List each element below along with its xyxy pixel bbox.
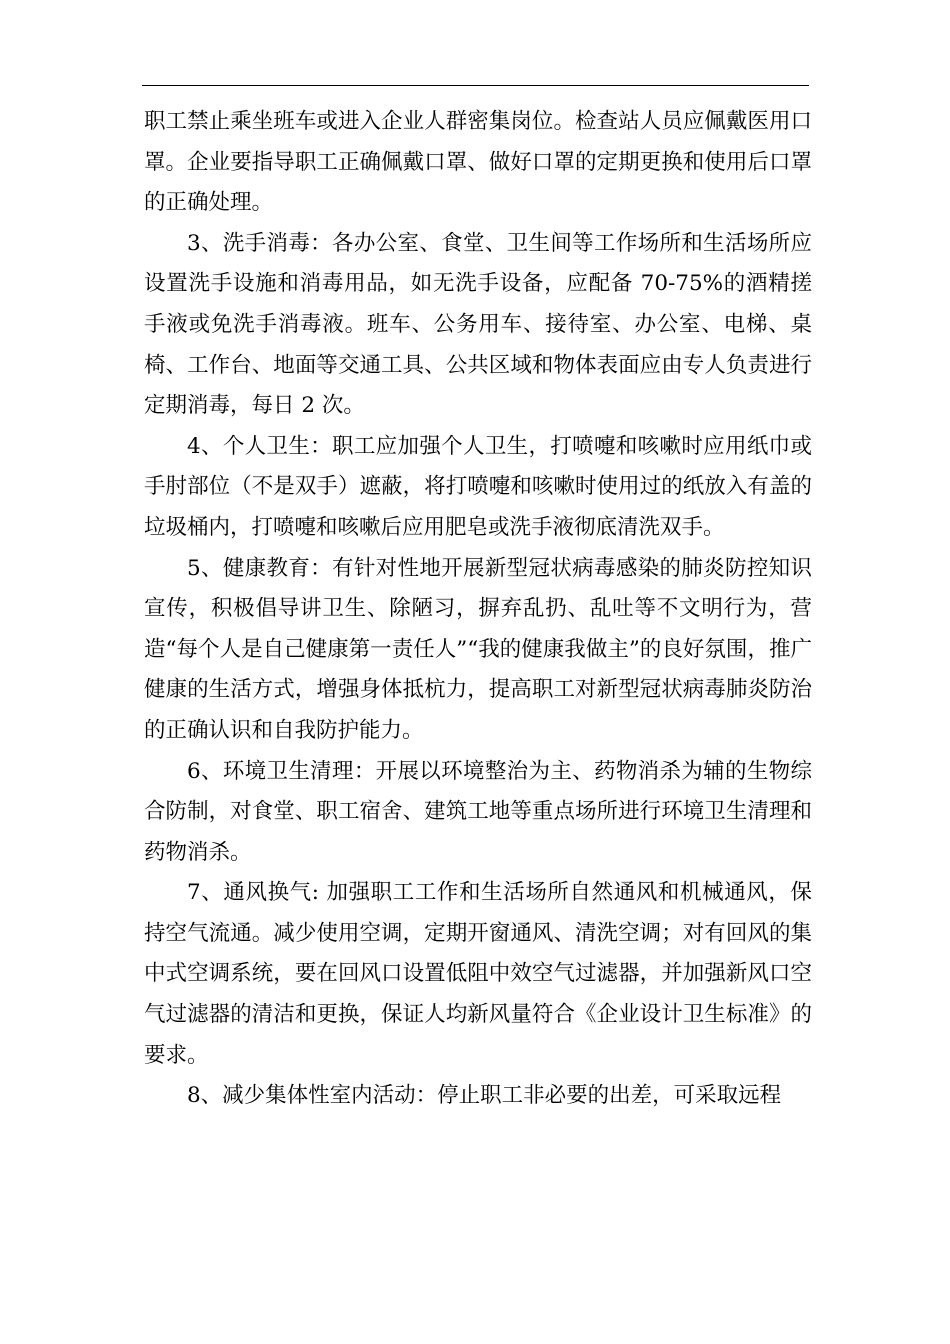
paragraph-continuation: 职工禁止乘坐班车或进入企业人群密集岗位。检查站人员应佩戴医用口罩。企业要指导职工正确佩戴口罩、做好口罩的定期更换和使用后口罩的正确处理。 — [144, 109, 812, 216]
paragraph-personal-hygiene: 4、个人卫生：职工应加强个人卫生，打喷嚏和咳嗽时应用纸巾或手肘部位（不是双手）遮蔽，将打喷嚏和咳嗽时使用过的纸放入有盖的垃圾桶内，打喷嚏和咳嗽后应用肥皂或洗手液彻底清洗双手。 — [144, 433, 812, 540]
paragraph-environment-cleaning: 6、环境卫生清理：开展以环境整治为主、药物消杀为辅的生物综合防制，对食堂、职工宿舍、建筑工地等重点场所进行环境卫生清理和药物消杀。 — [144, 758, 812, 865]
document-body — [144, 102, 812, 1117]
paragraph-ventilation: 7、通风换气: 加强职工工作和生活场所自然通风和机械通风，保持空气流通。减少使用空调，定期开窗通风、清洗空调；对有回风的集中式空调系统，要在回风口设置低阻中效空气过滤器，并加强新风口空气过滤器的清洁和更换，保证人均新风量符合《企业设计卫生标准》的要求。 — [144, 880, 812, 1068]
paragraph-reduce-gatherings: 8、减少集体性室内活动：停止职工非必要的出差，可采取远程 — [187, 1083, 782, 1109]
paragraph-health-education: 5、健康教育：有针对性地开展新型冠状病毒感染的肺炎防控知识宣传，积极倡导讲卫生、除陋习，摒弃乱扔、乱吐等不文明行为，营造“每个人是自己健康第一责任人”“我的健康我做主”的良好氛围，推广健康的生活方式，增强身体抵杭力，提高职工对新型冠状病毒肺炎防治的正确认识和自我防护能力。 — [144, 555, 812, 743]
header-rule — [142, 85, 809, 86]
paragraph-hand-washing: 3、洗手消毒：各办公室、食堂、卫生间等工作场所和生活场所应设置洗手设施和消毒用品，如无洗手设备，应配备 70-75%的酒精搓手液或免洗手消毒液。班车、公务用车、接待室、办公室、电梯、桌椅、工作台、地面等交通工具、公共区域和物体表面应由专人负责进行定期消毒，每日 2 次。 — [144, 230, 812, 419]
